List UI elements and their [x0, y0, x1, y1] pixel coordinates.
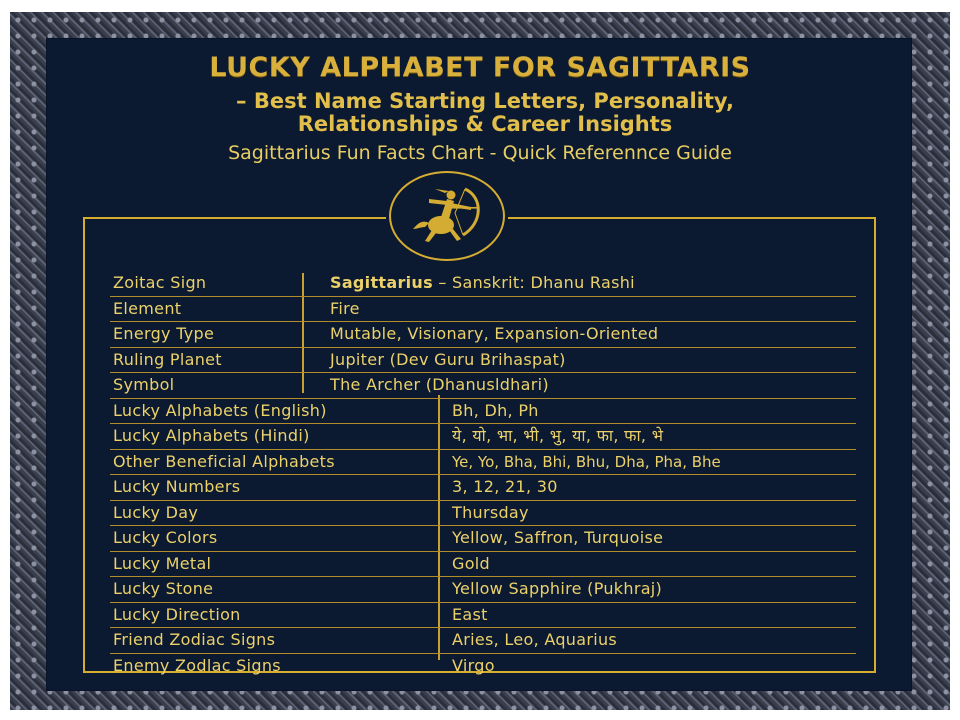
table-row [110, 297, 856, 323]
page-title: LUCKY ALPHABET FOR SAGITTARIS [209, 52, 751, 83]
row-value: Jupiter (Dev Guru Brihaspat) [330, 349, 566, 369]
table-row [110, 475, 856, 501]
row-label: Zoitac Sign [113, 273, 207, 292]
row-value: Thursday [452, 502, 529, 522]
row-value: East [452, 604, 488, 624]
row-value: Aries, Leo, Aquarius [452, 630, 618, 649]
table-row [110, 501, 856, 527]
row-value: Ye, Yo, Bha, Bhi, Bhu, Dha, Pha, Bhe [452, 452, 721, 471]
row-label: Lucky Alphabets (Hindi) [113, 426, 310, 445]
table-row [110, 322, 856, 348]
table-row [110, 577, 856, 603]
row-value: Fire [330, 298, 360, 318]
table-row [110, 526, 856, 552]
row-value: Bh, Dh, Ph [452, 400, 539, 420]
row-label: Lucky Numbers [113, 477, 241, 496]
emblem [389, 171, 505, 261]
row-label: Other Beneficial Alphabets [113, 451, 335, 471]
row-value: Yellow Sapphire (Pukhraj) [452, 579, 663, 598]
table-row [110, 603, 856, 629]
row-value: Mutable, Visionary, Expansion-Oriented [330, 324, 659, 343]
row-value [330, 271, 635, 295]
table-row [110, 373, 856, 399]
table-row [110, 399, 856, 425]
facts-table [110, 271, 856, 678]
table-row [110, 450, 856, 476]
tagline: Sagittarius Fun Facts Chart - Quick Referennce Guide [228, 142, 732, 164]
subtitle-line-1: – Best Name Starting Letters, Personality, [236, 89, 734, 113]
row-value: Yellow, Saffron, Turquoise [452, 528, 664, 547]
row-label: Energy Type [113, 324, 215, 343]
row-label: Lucky Alphabets (English) [113, 400, 327, 420]
row-label: Lucky Metal [113, 553, 212, 573]
row-label: Lucky Colors [113, 528, 218, 547]
row-value-bold: Sagittarius [330, 273, 433, 292]
table-row [110, 424, 856, 450]
table-row [110, 628, 856, 654]
row-value-rest: – Sanskrit: Dhanu Rashi [432, 273, 635, 292]
sagittarius-archer-icon [405, 183, 489, 249]
row-value: Virgo [452, 655, 495, 675]
row-label: Lucky Direction [113, 604, 241, 624]
table-row [110, 271, 856, 297]
row-label: Lucky Stone [113, 579, 214, 598]
row-value: The Archer (Dhanusldhari) [330, 375, 549, 394]
subtitle-line-2: Relationships & Career Insights [297, 112, 673, 136]
row-label: Enemy Zodlac Signs [113, 655, 281, 675]
row-label: Friend Zodiac Signs [113, 630, 276, 649]
table-row [110, 348, 856, 374]
row-label: Lucky Day [113, 502, 199, 522]
row-value: Gold [452, 553, 490, 573]
row-value: 3, 12, 21, 30 [452, 477, 558, 496]
row-label: Ruling Planet [113, 349, 222, 369]
row-label: Element [113, 298, 182, 318]
row-label: Symbol [113, 375, 175, 394]
table-row [110, 654, 856, 679]
row-value: ये, यो, भा, भी, भु, या, फा, फा, भे [452, 426, 664, 445]
table-row [110, 552, 856, 578]
